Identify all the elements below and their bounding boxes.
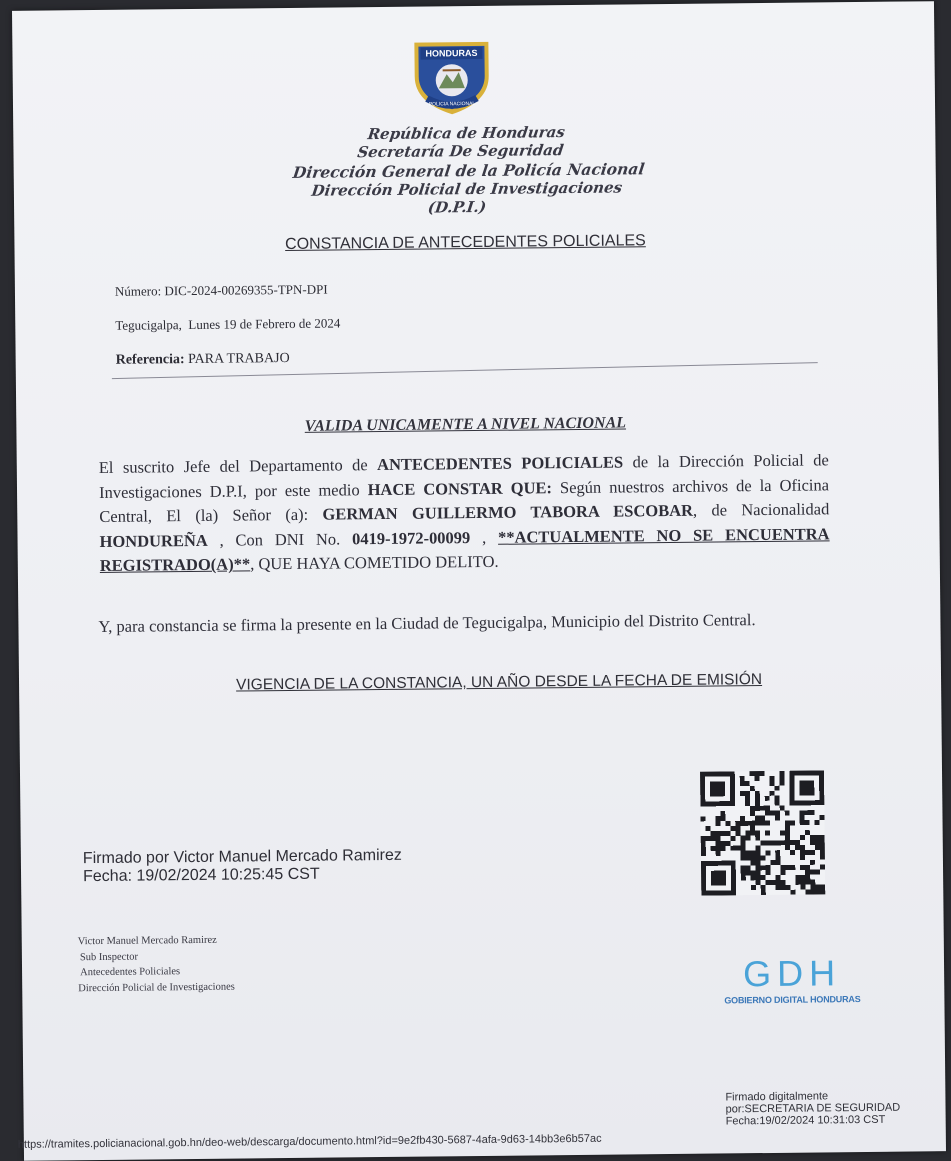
signer-rank: Sub Inspector	[79, 951, 139, 963]
record-status: **ACTUALMENTE NO SE ENCUENTRA REGISTRADO(A)**	[99, 524, 830, 576]
signature-date: Fecha: 19/02/2024 10:25:45 CST	[82, 865, 320, 886]
signer-block	[78, 933, 235, 997]
body-nationality-label: , de Nacionalidad	[692, 499, 830, 520]
signer-dept: Antecedentes Policiales	[80, 966, 181, 979]
validity-note: VALIDA UNICAMENTE A NIVEL NACIONAL	[304, 414, 627, 435]
signer-division: Dirección Policial de Investigaciones	[78, 981, 235, 994]
numero-label: Número:	[114, 283, 162, 299]
digital-line-3: Fecha:19/02/2024 10:31:03 CST	[725, 1113, 886, 1128]
digital-line-1: Firmado digitalmente	[725, 1090, 829, 1104]
verification-url: https://tramites.policianacional.gob.hn/deo-web/descarga/documento.html?id=9e2fb430-5687-4afa-9d63-14bb3e6b57ac	[17, 1132, 602, 1151]
electronic-signature	[83, 847, 402, 886]
place-date: Tegucigalpa, Lunes 19 de Febrero de 2024	[115, 315, 341, 333]
gdh-subtitle: GOBIERNO DIGITAL HONDURAS	[724, 994, 861, 1006]
referencia-row	[116, 351, 290, 369]
header-general-directorate: Dirección General de la Policía Nacional	[291, 159, 646, 182]
validity-period: VIGENCIA DE LA CONSTANCIA, UN AÑO DESDE LA FECHA DE EMISIÓN	[235, 671, 763, 694]
closing-statement: Y, para constancia se firma la presente en la Ciudad de Tegucigalpa, Municipio del Distrito Central.	[98, 610, 756, 636]
body-ending: , QUE HAYA COMETIDO DELITO.	[250, 552, 499, 574]
referencia-value: PARA TRABAJO	[188, 350, 290, 368]
dni-number: 0419-1972-00099	[351, 527, 471, 549]
document-page	[12, 1, 946, 1161]
numero-row	[115, 282, 328, 300]
emblem-motto: POLICIA NACIONAL	[428, 101, 476, 108]
body-intro: El suscrito Jefe del Departamento de	[98, 455, 368, 477]
body-comma: ,	[481, 527, 487, 547]
document-title: CONSTANCIA DE ANTECEDENTES POLICIALES	[285, 232, 646, 254]
header-investigations: Dirección Policial de Investigaciones	[310, 178, 624, 200]
signed-by: Firmado por Victor Manuel Mercado Ramirez	[82, 846, 402, 868]
digital-line-2: por:SECRETARIA DE SEGURIDAD	[725, 1101, 901, 1116]
person-name: GERMAN GUILLERMO TABORA ESCOBAR	[322, 500, 694, 524]
body-directorate: de la Dirección Policial de Investigaciones D.P.I, por este medio	[98, 450, 829, 502]
header-dpi: (D.P.I.)	[426, 197, 488, 217]
header-secretariat: Secretaría De Seguridad	[356, 141, 565, 162]
department-name: ANTECEDENTES POLICIALES	[377, 452, 624, 475]
hace-constar: HACE CONSTAR QUE:	[367, 477, 553, 499]
nationality: HONDUREÑA	[99, 530, 208, 551]
numero-value: DIC-2024-00269355-TPN-DPI	[164, 281, 328, 299]
police-emblem-icon	[406, 36, 497, 117]
signer-name: Victor Manuel Mercado Ramirez	[77, 934, 217, 948]
body-dni-label: , Con DNI No.	[219, 529, 341, 550]
emblem-label: HONDURAS	[425, 47, 478, 59]
gdh-mark: GDH	[742, 952, 842, 995]
body-archives: Según nuestros archivos de la Oficina Central, El (la) Señor (a):	[99, 474, 830, 527]
qr-code-icon	[700, 770, 825, 895]
header-republic: República de Honduras	[366, 123, 567, 144]
gdh-logo	[712, 952, 873, 1006]
certificate-body	[99, 448, 830, 579]
digital-signature-stamp	[725, 1090, 900, 1128]
referencia-label: Referencia:	[115, 352, 185, 368]
